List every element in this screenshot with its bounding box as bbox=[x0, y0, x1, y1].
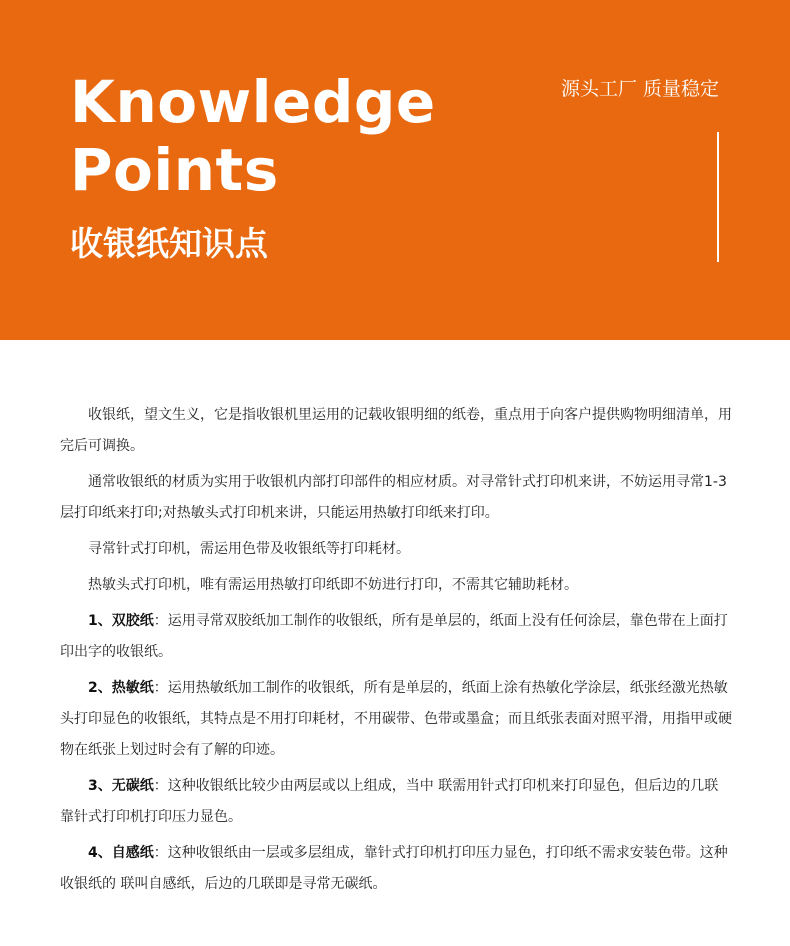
title-line-1: Knowledge bbox=[70, 68, 436, 136]
list-item-offset-paper bbox=[60, 606, 732, 668]
list-item-carbonless-paper bbox=[60, 771, 732, 833]
paragraph-dot-matrix: 寻常针式打印机，需运用色带及收银纸等打印耗材。 bbox=[88, 541, 410, 557]
item-label: 3、无碳纸 bbox=[88, 778, 154, 794]
header-banner bbox=[0, 0, 790, 340]
page-subtitle: 收银纸知识点 bbox=[70, 224, 268, 263]
paragraph-thermal: 热敏头式打印机，唯有需运用热敏打印纸即不妨进行打印，不需其它辅助耗材。 bbox=[88, 577, 578, 593]
tagline: 源头工厂 质量稳定 bbox=[560, 78, 719, 100]
item-text: ：运用热敏纸加工制作的收银纸，所有是单层的，纸面上涂有热敏化学涂层，纸张经激光热敏头打印显色的收银纸，其特点是不用打印耗材，不用碳带、色带或墨盒；而且纸张表面对照平滑，用指甲或硬物在纸张上划过时会有了解的印迹。 bbox=[60, 680, 732, 758]
vertical-divider bbox=[717, 132, 719, 262]
list-item-self-copy-paper bbox=[60, 838, 732, 900]
item-label: 1、双胶纸 bbox=[88, 613, 154, 629]
paragraph-material: 通常收银纸的材质为实用于收银机内部打印部件的相应材质。对寻常针式打印机来讲，不妨运用寻常1-3层打印纸来打印;对热敏头式打印机来讲，只能运用热敏打印纸来打印。 bbox=[60, 474, 727, 521]
title-line-2: Points bbox=[70, 136, 279, 204]
item-text: ：运用寻常双胶纸加工制作的收银纸，所有是单层的，纸面上没有任何涂层，靠色带在上面打印出字的收银纸。 bbox=[60, 613, 728, 660]
item-label: 4、自感纸 bbox=[88, 845, 154, 861]
item-label: 2、热敏纸 bbox=[88, 680, 154, 696]
paragraph-intro: 收银纸，望文生义，它是指收银机里运用的记载收银明细的纸卷，重点用于向客户提供购物明细清单，用完后可调换。 bbox=[60, 407, 732, 454]
article-body bbox=[60, 400, 732, 905]
item-text: ：这种收银纸由一层或多层组成，靠针式打印机打印压力显色，打印纸不需求安装色带。这种收银纸的 联叫自感纸，后边的几联即是寻常无碳纸。 bbox=[60, 845, 728, 892]
item-text: ：这种收银纸比较少由两层或以上组成，当中 联需用针式打印机来打印显色，但后边的几联靠针式打印机打印压力显色。 bbox=[60, 778, 719, 825]
list-item-thermal-paper bbox=[60, 673, 732, 766]
